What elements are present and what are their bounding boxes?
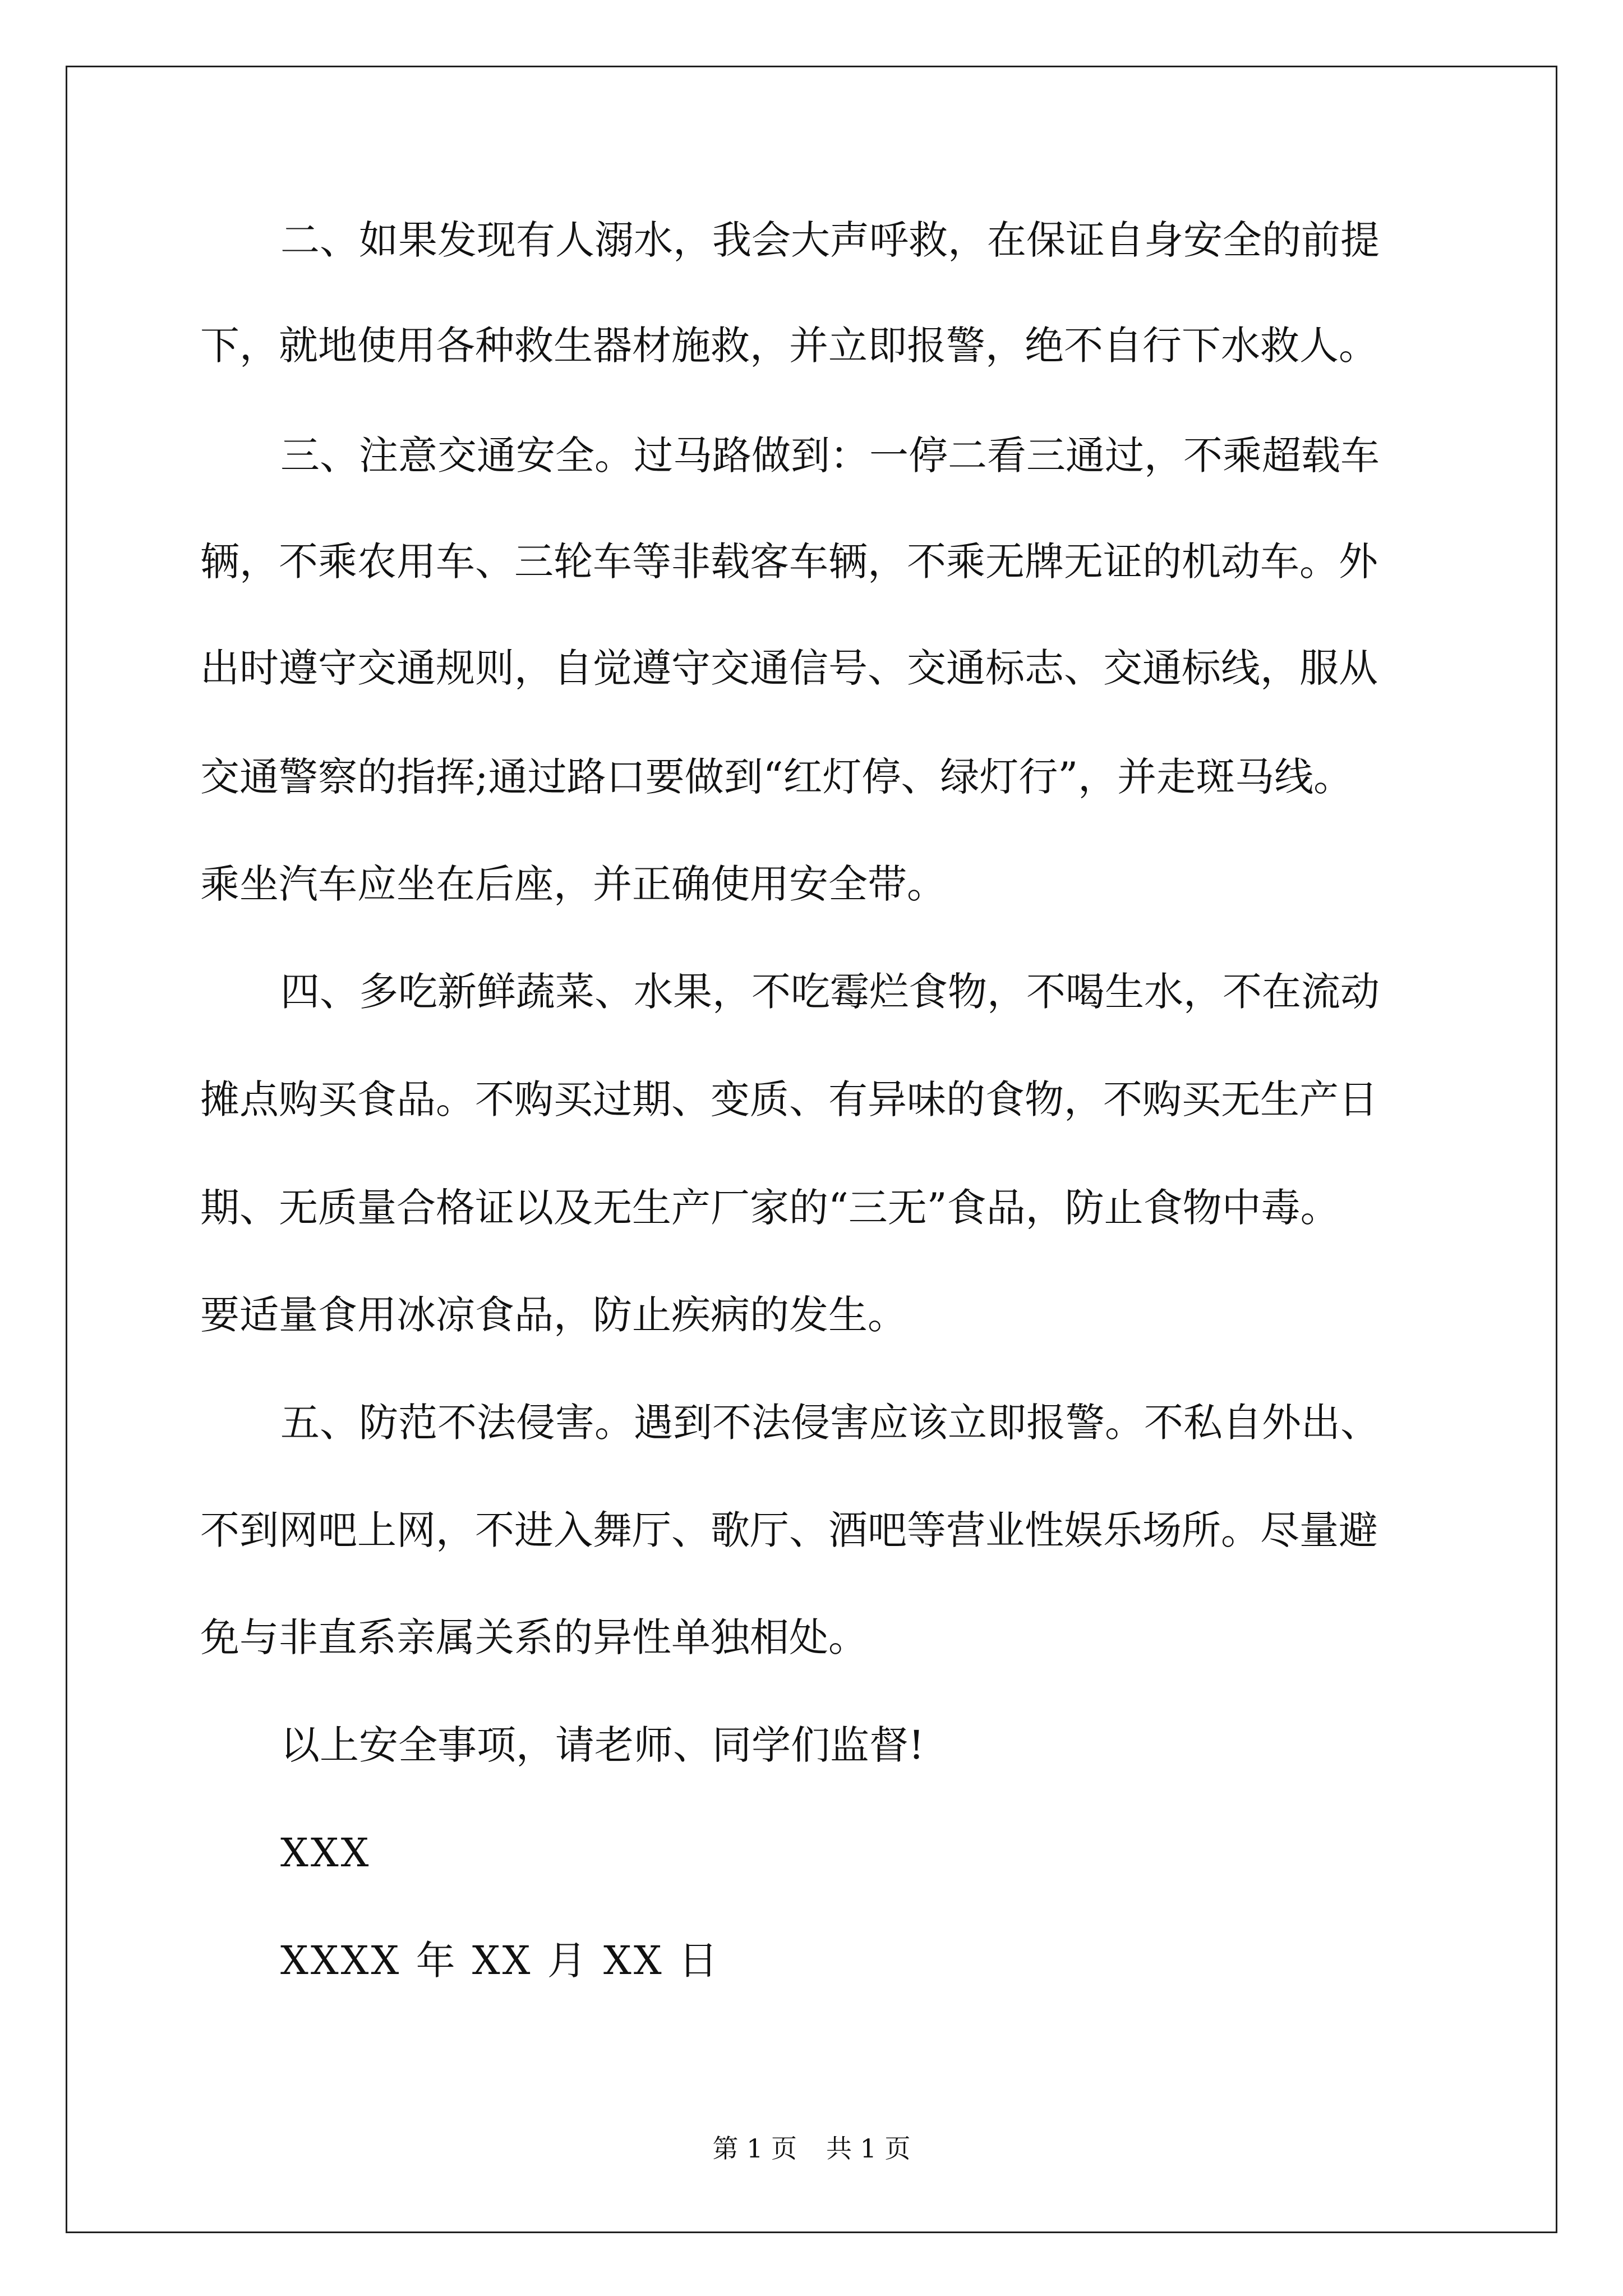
paragraph-3-line-4: 交通警察的指挥;通过路口要做到“红灯停、绿灯行”，并走斑马线。 [200, 754, 1353, 800]
paragraph-2-line-1: 二、如果发现有人溺水，我会大声呼救，在保证自身安全的前提 [280, 217, 1380, 263]
page-footer [0, 2132, 1623, 2165]
page-total: 共 1 页 [826, 2133, 911, 2164]
paragraph-3-line-3: 出时遵守交通规则，自觉遵守交通信号、交通标志、交通标线，服从 [200, 645, 1378, 691]
signature-date: XXXX 年 XX 月 XX 日 [280, 1938, 720, 1984]
closing-line: 以上安全事项，请老师、同学们监督! [280, 1722, 925, 1768]
paragraph-4-line-3: 期、无质量合格证以及无生产厂家的“三无”食品，防止食物中毒。 [200, 1185, 1340, 1231]
page-number: 第 1 页 [712, 2133, 797, 2164]
paragraph-4-line-4: 要适量食用冰凉食品，防止疾病的发生。 [200, 1292, 907, 1338]
paragraph-5-line-3: 免与非直系亲属关系的异性单独相处。 [200, 1614, 868, 1660]
paragraph-5-line-1: 五、防范不法侵害。遇到不法侵害应该立即报警。不私自外出、 [280, 1400, 1380, 1446]
paragraph-4-line-2: 摊点购买食品。不购买过期、变质、有异味的食物，不购买无生产日 [200, 1076, 1378, 1122]
paragraph-3-line-2: 辆，不乘农用车、三轮车等非载客车辆，不乘无牌无证的机动车。外 [200, 539, 1378, 585]
paragraph-4-line-1: 四、多吃新鲜蔬菜、水果，不吃霉烂食物，不喝生水，不在流动 [280, 969, 1380, 1015]
paragraph-2-line-2: 下，就地使用各种救生器材施救，并立即报警，绝不自行下水救人。 [200, 323, 1378, 369]
paragraph-3-line-1: 三、注意交通安全。过马路做到：一停二看三通过，不乘超载车 [280, 432, 1380, 478]
page-border [66, 66, 1557, 2233]
paragraph-5-line-2: 不到网吧上网，不进入舞厅、歌厅、酒吧等营业性娱乐场所。尽量避 [200, 1507, 1378, 1553]
signature-name: XXX [280, 1830, 371, 1876]
paragraph-3-line-5: 乘坐汽车应坐在后座，并正确使用安全带。 [200, 861, 946, 907]
